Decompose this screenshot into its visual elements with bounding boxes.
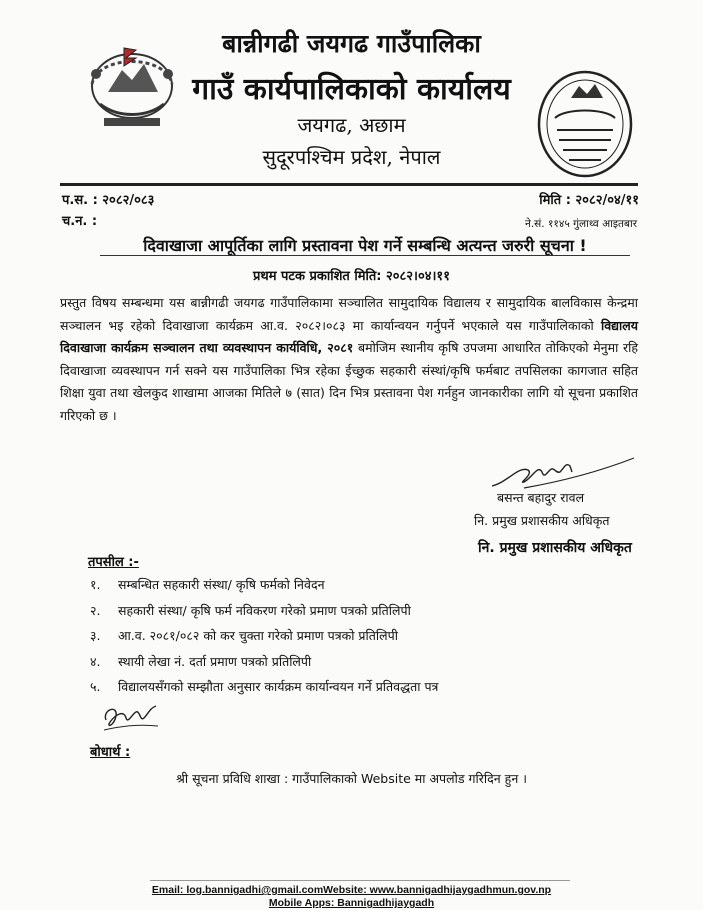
footer-contact: Email: log.bannigadhi@gmail.comWebsite: www.bannigadhijaygadhmun.gov.np — [151, 884, 552, 896]
officer-signature — [488, 452, 638, 494]
info-recipient: श्री सूचना प्रविधि शाखा : गाउँपालिकाको Website मा अपलोड गरिदिन हुन । — [176, 771, 527, 786]
notice-procedure-name: विद्यालय दिवाखाजा कार्यक्रम सञ्चालन तथा व्यवस्थापन कार्यविधि, २०८१ — [60, 317, 638, 355]
footer-divider — [150, 880, 570, 881]
enclosures-list — [90, 572, 510, 700]
nepal-sambat-date: ने.सं. ११४५ गुंलाथ्व आइतबार — [525, 218, 637, 230]
designation-stamp: नि. प्रमुख प्रशासकीय अधिकृत — [478, 540, 632, 556]
notice-subject: दिवाखाजा आपूर्तिका लागि प्रस्तावना पेश गर्ने सम्बन्धि अत्यन्त जरुरी सूचना ! — [143, 236, 587, 255]
dispatch-number: च.न. : — [62, 214, 98, 229]
info-heading: बोधार्थ : — [90, 745, 131, 760]
notice-body — [60, 292, 638, 427]
list-item: ३. आ.व. २०८१/०८२ को कर चुक्ता गरेको प्रमाण पत्रको प्रतिलिपी — [90, 628, 398, 643]
municipality-name: बान्नीगढी जयगढ गाउँपालिका — [222, 29, 481, 58]
enclosures-heading: तपसील :- — [88, 555, 139, 570]
initials-mark — [100, 700, 162, 734]
subject-underline — [100, 255, 630, 256]
province-name: सुदूरपश्चिम प्रदेश, नेपाल — [262, 145, 441, 169]
first-published-date: प्रथम पटक प्रकाशित मिति: २०८२।०४।११ — [253, 269, 450, 284]
footer-mobile-apps: Mobile Apps: Bannigadhijaygadh — [268, 897, 435, 909]
signatory-designation: नि. प्रमुख प्रशासकीय अधिकृत — [474, 513, 610, 528]
letter-date: मिति : २०८२/०४/११ — [539, 193, 639, 208]
office-name: गाउँ कार्यपालिकाको कार्यालय — [192, 72, 511, 107]
list-item: १. सम्बन्धित सहकारी संस्था/ कृषि फर्मको निवेदन — [90, 577, 325, 592]
reference-number: प.स. : २०८२/०८३ — [62, 193, 155, 208]
list-item: ४. स्थायी लेखा नं. दर्ता प्रमाण पत्रको प्रतिलिपी — [90, 653, 312, 669]
signatory-name: बसन्त बहादुर रावल — [497, 490, 585, 505]
office-location: जयगढ, अछाम — [297, 113, 406, 137]
header-divider — [60, 183, 638, 186]
list-item: २. सहकारी संस्था/ कृषि फर्म नविकरण गरेको प्रमाण पत्रको प्रतिलिपी — [90, 602, 411, 618]
notice-body-text: प्रस्तुत विषय सम्बन्धमा यस बान्नीगढी जयगढ गाउँपालिकामा सञ्चालित सामुदायिक विद्यालय र सामुदायिक बालविकास केन्द्रमा सञ्चालन भइ रहेको दिवाखाजा कार्यक्रम आ.व. २०८२।०८३ मा कार्यान्वयन गर्नुपर्ने भएकाले यस गाउँपालिकाको — [60, 295, 638, 333]
list-item: ५. विद्यालयसँगको सम्झौता अनुसार कार्यक्रम कार्यान्वयन गर्ने प्रतिवद्धता पत्र — [90, 679, 439, 694]
notice-body-text-2: बमोजिम स्थानीय कृषि उपजमा आधारित तोकिएको मेनुमा रहि दिवाखाजा व्यवस्थापन गर्न सक्ने यस गाउँपालिका भित्र रहेका ईच्छुक सहकारी संस्थां/कृषि फर्मबाट तपसिलका कागजात सहित शिक्षा युवा तथा खेलकुद शाखामा आजका मितिले ७ (सात) दिन भित्र प्रस्तावना पेश गर्नहुन जानकारीका लागि यो सूचना प्रकाशित गरिएको छ । — [60, 340, 638, 423]
